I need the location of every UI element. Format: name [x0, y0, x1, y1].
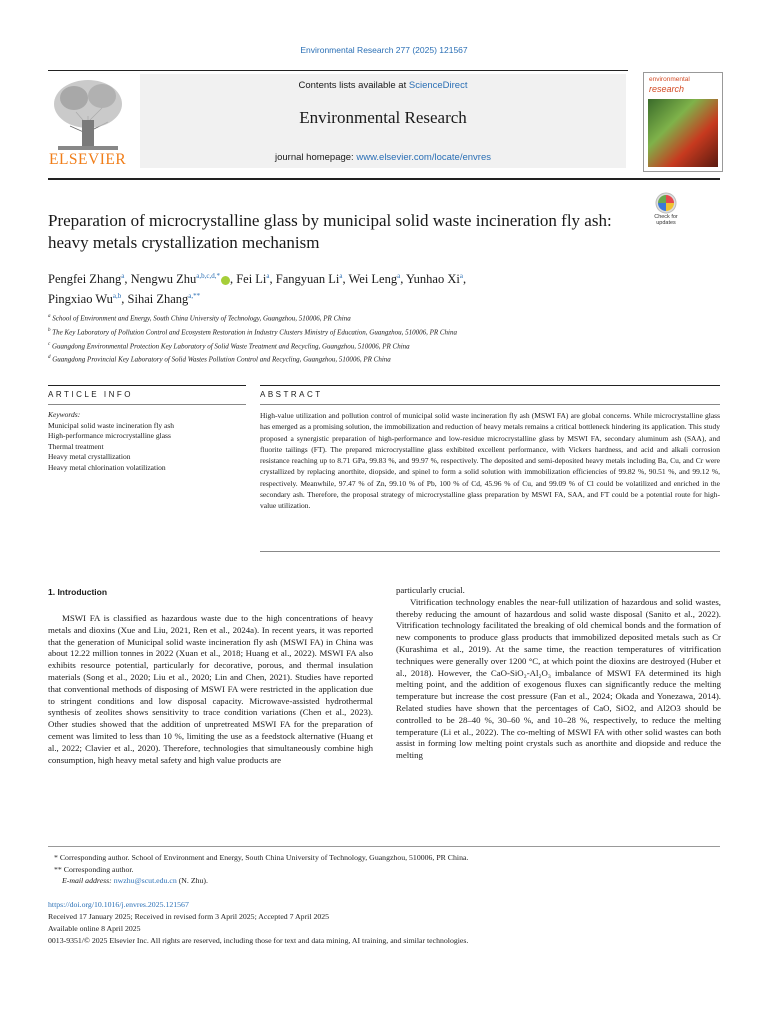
- intro-heading: 1. Introduction: [48, 587, 108, 597]
- keyword-item: Heavy metal chlorination volatilization: [48, 462, 166, 472]
- intro-column-2: [396, 585, 721, 762]
- header-top-rule: [48, 70, 628, 71]
- author-affiliation-marks[interactable]: a,**: [188, 292, 201, 301]
- author-name[interactable]: Pingxiao Wu: [48, 292, 113, 307]
- orcid-icon[interactable]: [221, 276, 230, 285]
- available-online: Available online 8 April 2025: [48, 924, 141, 933]
- author-list: Pengfei Zhang$^a$, Nengwu Zhu$^{a,b,c,d,*}$ , Fei Li$^a$, Fangyuan Li$^a$, Wei Leng$^a$, Yunhao Xi$^a$, Pingxiao Wu$^{a,b}$, Sihai Zhang$^{a,**}$: [48, 272, 467, 307]
- affiliation-key: b: [48, 327, 51, 333]
- elsevier-wordmark: ELSEVIER: [49, 151, 127, 168]
- abstract-text: High-value utilization and pollution control of municipal solid waste incineration fly ash (MSWI FA) are global concerns. While microcrystalline glass has emerged as a promising solution, the immobilization and reduction of heavy metals remains a critical bottleneck hindering its application. This study proposed a synergistic preparation of high-performance and low-residue microcrystalline glass by MSWI FA, secondary aluminum ash (SAA), and fluorite tailings (FT). The prepared microcrystalline glass exhibited excellent performance, with Vickers hardness, and acid and alkali corrosion resistance reaching up to 8.71 GPa, 99.83 %, and 99.97 %, respectively. The deposited and semi-deposited heavy metals including Ba, Cu, and Cr were crystallized by replacing anorthite, diopside, and spinel to form a solid solution with immobilization efficiencies of 99.82 %, 90.51 %, and 99.12 %, respectively. Meanwhile, 97.47 % of Zn, 99.10 % of Pb, 100 % of Cd, 45.96 % of Cu, and 99.09 % of Cl could be volatilized and enriched in the secondary ash. Therefore, the proposal strategy of microcrystalline glass preparation by MSWI FA, SAA, and FT could be a potential route for high-value utilization.: [260, 411, 720, 511]
- intro-paragraph-1: MSWI FA is classified as hazardous waste due to the high concentrations of heavy metals and dioxins (Xue and Liu, 2021, Ren et al., 2024a). In recent years, it was reported that the generation of Municipal solid waste incineration fly ash (MSWI FA) in China was about 12.22 million tonnes in 2022 (Xuan et al., 2018; Huang et al., 2022). MSWI FA also exhibits resource potential, particularly for decorative, porous, and thermal insulation materials (Song et al., 2020; Liu et al., 2020; Lin and Chen, 2021). Studies have reported that conventional methods of disposing of MSWI FA were restricted in the application due to stringent conditions and low disposal capacity. Microwave-assisted hydrothermal synthesis of zeolites shows sensitivity to trace condition variations (Chen et al., 2023). Other studies showed that the addition of unpretreated MSWI FA for the preparation of cement was limited to less than 10 %, limiting the use as a feedstock alternative (Huang et al., 2022; Clavier et al., 2020). Therefore, technologies that simultaneously combine high consumption, high heavy metal safety and high value products are: [48, 613, 373, 765]
- contents-line: [140, 80, 626, 91]
- intro-paragraph-2: Vitrification technology enables the near-full utilization of hazardous and solid wastes, thereby reducing the amount of hazardous and solid waste disposal (Sanito et al., 2022). Vitrification technology facilitated the breaking of old chemical bonds and the formation of new components to produce glass products that immobilized deposited metals such as Cr (Kurashima et al., 2019). At the same time, the reaction temperatures of vitrification techniques were generally over 1200 °C, at which point the dioxins are destroyed (Huber et al., 2018). However, the CaO-SiO₂-Al₂O₃ imbalance of MSWI FA determined its high melting point, and the addition of exogenous fluxes can significantly reduce the melting temperature but increase the cost pressure (Fan et al., 2024; Okada and Yonezawa, 2014). Related studies have shown that the percentages of CaO, SiO2, and Al2O3 should be controlled to be 28–40 %, 30–60 %, and 10–28 %, respectively, to reduce the melting temperature (Li et al., 2022). The co-melting of MSWI FA with other solid wastes can both assist in forming low melting point crystals such as anorthite and diopside and reduce the melting: [396, 596, 721, 761]
- affiliation-item: $^d$ Guangdong Provincial Key Laboratory of Solid Wastes Pollution Control and Recycling, Guangzhou, 510006, PR China: [48, 355, 391, 364]
- author-affiliation-marks[interactable]: a,b,c,d,*: [196, 272, 220, 280]
- keyword-list: [48, 421, 248, 474]
- article-info-heading: ARTICLE INFO: [48, 390, 133, 399]
- crossmark-label[interactable]: Check for updates: [654, 214, 678, 226]
- article-title: Preparation of microcrystalline glass by municipal solid waste incineration fly ash: heavy metals crystallization mechanism: [48, 211, 612, 252]
- author-affiliation-marks[interactable]: a,b: [112, 292, 122, 301]
- author-name[interactable]: Yunhao Xi: [406, 272, 460, 287]
- email-suffix: (N. Zhu).: [176, 876, 208, 885]
- keyword-item: Thermal treatment: [48, 441, 104, 451]
- keyword-item: High-performance microcrystalline glass: [48, 431, 171, 440]
- abstract-rule-mid: [260, 404, 720, 405]
- corresponding-author-1: * Corresponding author. School of Environment and Energy, South China University of Technology, Guangzhou, 510006, PR China.: [54, 853, 469, 862]
- affiliation-item: $^a$ School of Environment and Energy, South China University of Technology, Guangzhou, 510006, PR China: [48, 314, 351, 323]
- email-label: E-mail address:: [62, 876, 112, 885]
- article-info-rule-top: [48, 385, 246, 386]
- email-link[interactable]: nwzhu@scut.edu.cn: [113, 876, 177, 885]
- header-bottom-rule: [48, 178, 720, 180]
- corresponding-author-2: ** Corresponding author.: [54, 864, 134, 874]
- intro-column-1: [48, 613, 373, 766]
- journal-cover[interactable]: [643, 72, 723, 172]
- publication-info: [48, 899, 728, 947]
- footnote-rule: [48, 846, 720, 847]
- affiliation-item: $^b$ The Key Laboratory of Pollution Control and Ecosystem Restoration in Industry Clusters Ministry of Education, Guangzhou, 510006, PR China: [48, 327, 458, 337]
- received-dates: Received 17 January 2025; Received in revised form 3 April 2025; Accepted 7 April 2025: [48, 912, 330, 921]
- author-name[interactable]: Fei Li: [236, 272, 267, 287]
- abstract-rule-bottom: [260, 551, 720, 552]
- journal-reference[interactable]: Environmental Research 277 (2025) 121567: [300, 45, 468, 55]
- keyword-item: Municipal solid waste incineration fly ash: [48, 420, 175, 430]
- keywords-block: [48, 410, 248, 473]
- crossmark-icon[interactable]: [645, 192, 687, 232]
- journal-title: Environmental Research: [299, 108, 467, 127]
- author-name[interactable]: Sihai Zhang: [127, 292, 189, 307]
- cover-title-line2: research: [649, 84, 685, 94]
- author-affiliation-marks[interactable]: a: [459, 272, 463, 280]
- author-affiliation-marks[interactable]: a: [121, 272, 125, 280]
- cover-image: [648, 99, 718, 167]
- author-name[interactable]: Nengwu Zhu: [130, 272, 197, 287]
- homepage-line: [140, 152, 626, 163]
- copyright-line: 0013-9351/© 2025 Elsevier Inc. All rights are reserved, including those for text and data mining, AI training, and similar technologies.: [48, 936, 469, 945]
- author-name[interactable]: Wei Leng: [348, 272, 398, 287]
- affiliation-list: [48, 311, 648, 366]
- contents-prefix: Contents lists available at: [298, 80, 409, 91]
- keywords-label: Keywords:: [48, 410, 81, 419]
- footnotes: [48, 852, 728, 887]
- affiliation-item: $^c$ Guangdong Environmental Protection Key Laboratory of Solid Waste Treatment and Recycling, Guangzhou, 510006, PR China: [48, 341, 410, 350]
- elsevier-tree-logo: [48, 76, 128, 152]
- author-affiliation-marks[interactable]: a: [339, 272, 343, 280]
- affiliation-key: d: [48, 355, 51, 361]
- cover-title-line1: environmental: [649, 76, 690, 83]
- homepage-prefix: journal homepage:: [275, 152, 357, 163]
- intro-paragraph-continued: particularly crucial.: [396, 585, 465, 595]
- affiliation-key: a: [48, 314, 51, 319]
- homepage-link[interactable]: www.elsevier.com/locate/envres: [356, 152, 491, 163]
- author-name[interactable]: Fangyuan Li: [275, 272, 340, 287]
- email-line: [48, 875, 728, 887]
- author-name[interactable]: Pengfei Zhang: [48, 272, 122, 287]
- sciencedirect-link[interactable]: ScienceDirect: [408, 80, 468, 91]
- author-affiliation-marks[interactable]: a: [397, 272, 401, 280]
- affiliation-key: c: [48, 341, 51, 347]
- abstract-heading: ABSTRACT: [260, 390, 323, 399]
- doi-link[interactable]: https://doi.org/10.1016/j.envres.2025.121567: [48, 900, 189, 909]
- keyword-item: Heavy metal crystallization: [48, 452, 131, 461]
- abstract-rule-top: [260, 385, 720, 386]
- author-affiliation-marks[interactable]: a: [266, 272, 270, 280]
- article-info-rule-mid: [48, 404, 246, 405]
